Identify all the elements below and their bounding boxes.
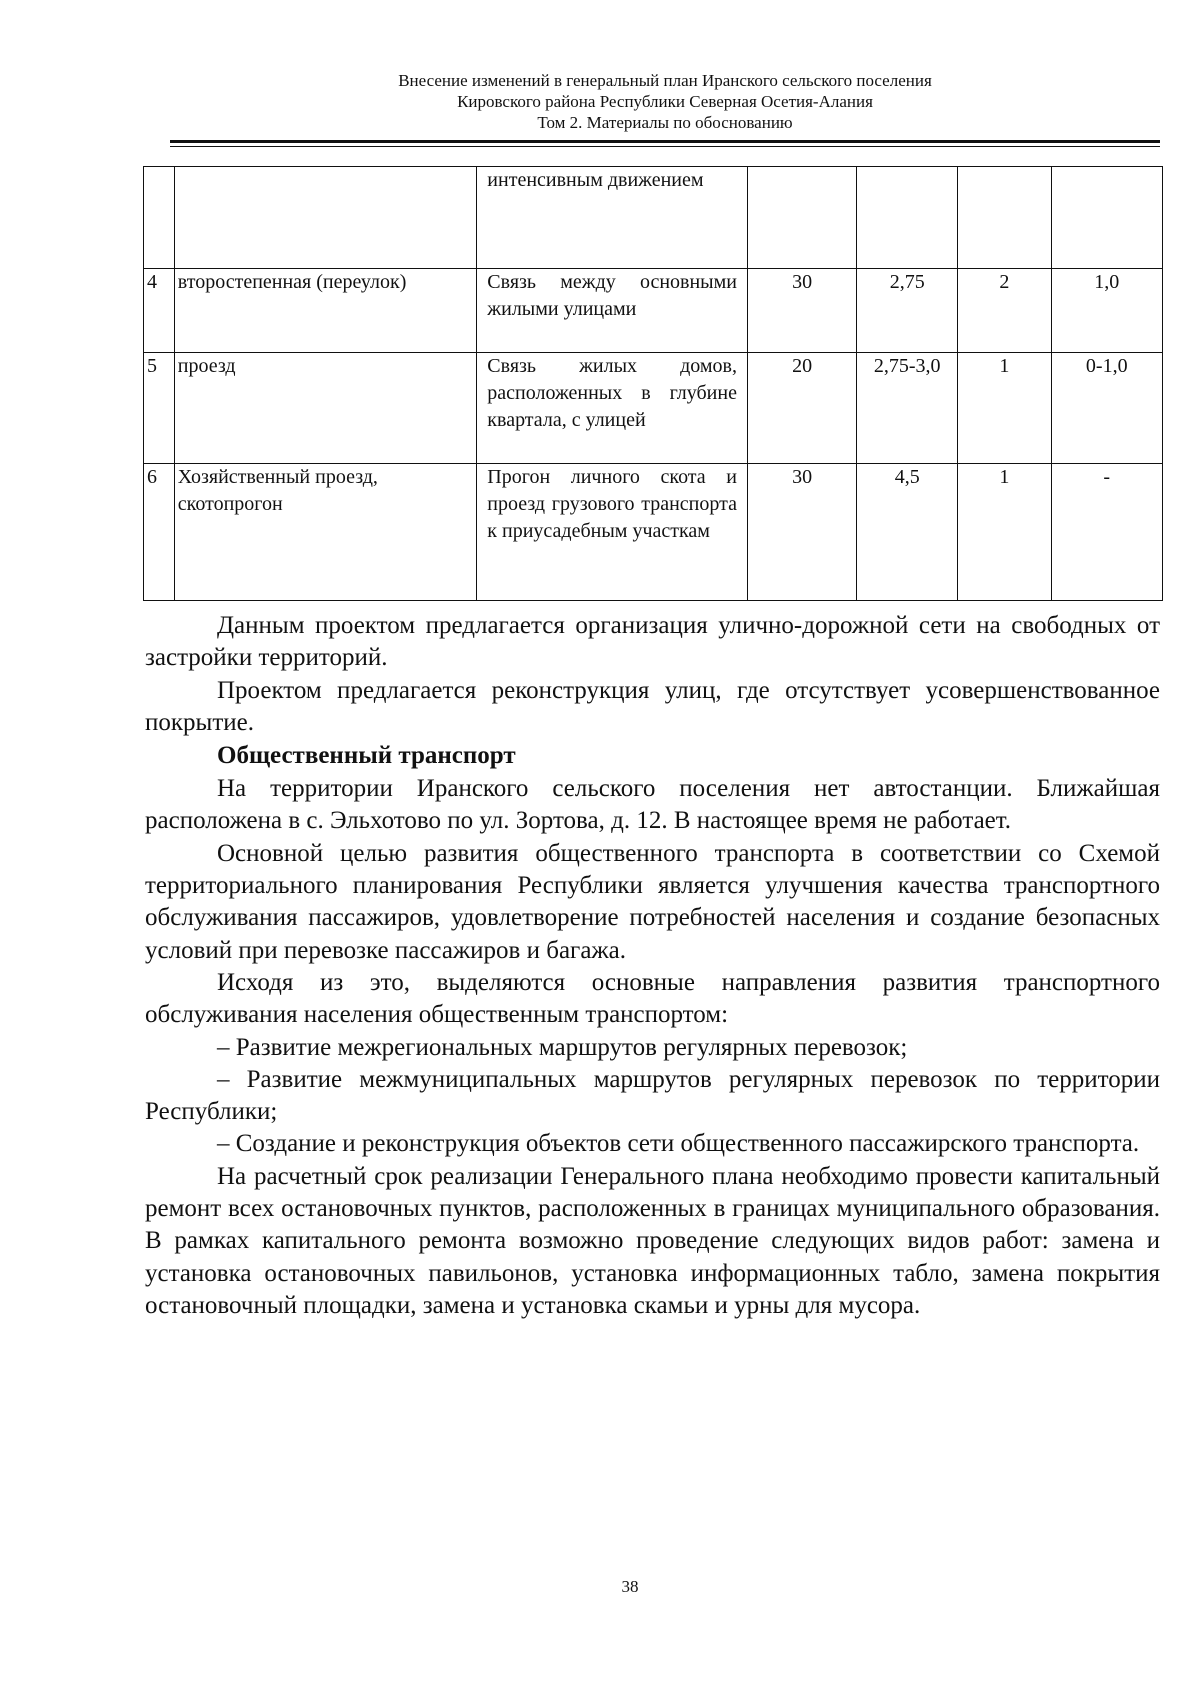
cell-value: 1,0: [1051, 269, 1162, 353]
cell-value: 2,75-3,0: [857, 353, 958, 464]
cell-name: проезд: [174, 353, 477, 464]
street-classification-table: [143, 166, 1163, 601]
cell-purpose: интенсивным движением: [477, 167, 748, 269]
document-body: [145, 610, 1160, 1322]
cell-value: -: [1051, 464, 1162, 601]
cell-value: 1: [958, 464, 1051, 601]
header-rule-thin: [170, 146, 1160, 147]
cell-num: 5: [144, 353, 175, 464]
cell-name: второстепенная (переулок): [174, 269, 477, 353]
cell-num: 4: [144, 269, 175, 353]
header-line-3: Том 2. Материалы по обоснованию: [537, 113, 793, 132]
cell-purpose: Прогон личного скота и проезд грузового транспорта к приусадебным участкам: [477, 464, 748, 601]
list-item: – Развитие межрегиональных маршрутов регулярных перевозок;: [217, 1033, 908, 1061]
table-row: [144, 464, 1163, 601]
cell-value: 30: [747, 464, 856, 601]
cell-value: 2: [958, 269, 1051, 353]
table-row: [144, 269, 1163, 353]
table-row: [144, 353, 1163, 464]
paragraph: На территории Иранского сельского поселения нет автостанции. Ближайшая расположена в с. Эльхотово по ул. Зортова, д. 12. В настоящее время не работает.: [145, 775, 1160, 835]
cell-num: 6: [144, 464, 175, 601]
paragraph: Основной целью развития общественного транспорта в соответствии со Схемой территориального планирования Республики является улучшения качества транспортного обслуживания пассажиров, удовлетворение потребностей населения и создание безопасных условий при перевозке пассажиров и багажа.: [145, 839, 1160, 964]
cell-value: 1: [958, 353, 1051, 464]
page-number: 38: [621, 1577, 639, 1596]
cell-name: Хозяйственный проезд, скотопрогон: [174, 464, 477, 601]
cell-value: [747, 167, 856, 269]
cell-value: 4,5: [857, 464, 958, 601]
header-line-1: Внесение изменений в генеральный план Иранского сельского поселения: [398, 71, 932, 90]
cell-value: [1051, 167, 1162, 269]
list-item: – Создание и реконструкция объектов сети общественного пассажирского транспорта.: [217, 1130, 1140, 1158]
header-line-2: Кировского района Республики Северная Осетия-Алания: [457, 92, 873, 111]
list-item: – Развитие межмуниципальных маршрутов регулярных перевозок по территории Республики;: [145, 1065, 1160, 1126]
cell-value: 0-1,0: [1051, 353, 1162, 464]
cell-value: 2,75: [857, 269, 958, 353]
section-heading: Общественный транспорт: [217, 742, 516, 770]
cell-name: [174, 167, 477, 269]
document-header: [170, 70, 1160, 133]
paragraph: Исходя из это, выделяются основные направления развития транспортного обслуживания населения общественным транспортом:: [145, 968, 1160, 1029]
cell-value: [958, 167, 1051, 269]
cell-purpose: Связь жилых домов, расположенных в глубине квартала, с улицей: [477, 353, 748, 464]
cell-purpose: Связь между основными жилыми улицами: [477, 269, 748, 353]
paragraph: Проектом предлагается реконструкция улиц, где отсутствует усовершенствованное покрытие.: [145, 676, 1160, 736]
table-row: [144, 167, 1163, 269]
cell-value: 20: [747, 353, 856, 464]
cell-value: [857, 167, 958, 269]
paragraph: Данным проектом предлагается организация улично-дорожной сети на свободных от застройки территорий.: [145, 612, 1160, 672]
paragraph: На расчетный срок реализации Генерального плана необходимо провести капитальный ремонт всех остановочных пунктов, расположенных в границах муниципального образования. В рамках капитального ремонта возможно проведение следующих видов работ: замена и установка остановочных павильонов, установка информационных табло, замена покрытия остановочный площадки, замена и установка скамьи и урны для мусора.: [145, 1162, 1160, 1319]
cell-num: [144, 167, 175, 269]
header-rule-thick: [170, 140, 1160, 143]
cell-value: 30: [747, 269, 856, 353]
